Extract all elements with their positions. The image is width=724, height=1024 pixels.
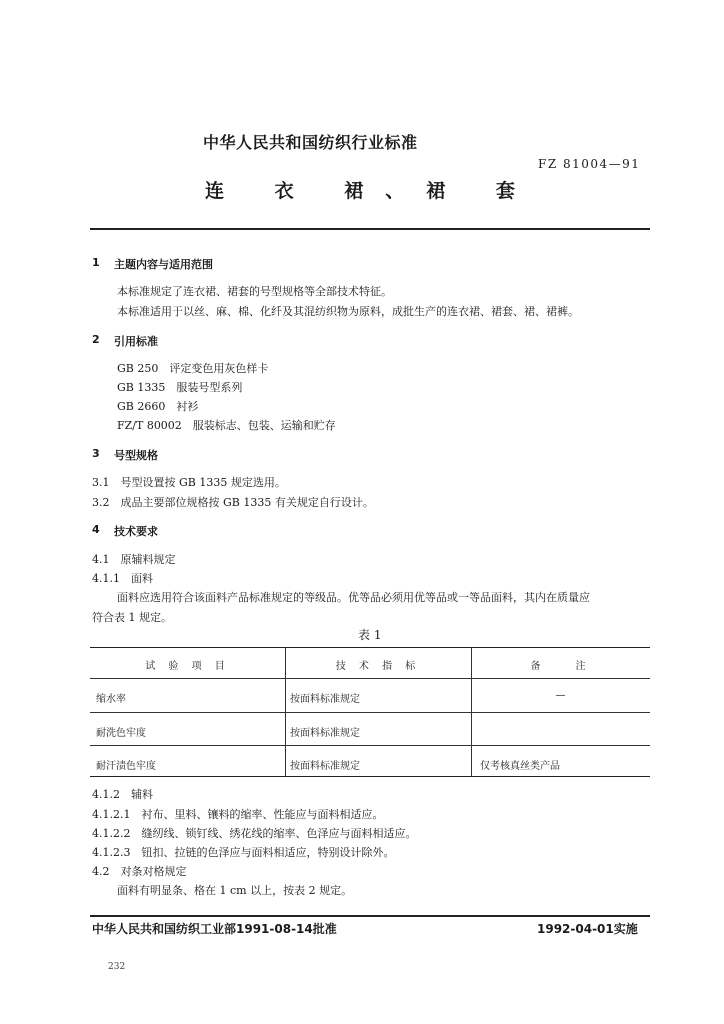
section-number: 2 [92, 333, 100, 346]
table-header-cell: 备 注 [530, 661, 591, 672]
footer-rule [90, 915, 650, 917]
section-title: 引用标准 [114, 335, 158, 348]
row-divider [90, 712, 650, 713]
implementation-date: 1992-04-01实施 [537, 922, 638, 936]
table-cell: 按面料标准规定 [290, 761, 360, 772]
reference-item: GB 2660 衬衫 [117, 400, 199, 413]
clause: 3.2 成品主要部位规格按 GB 1335 有关规定自行设计。 [92, 496, 374, 509]
table-header-cell: 技 术 指 标 [335, 661, 421, 672]
section-number: 4 [92, 523, 100, 536]
clause: 4.2 对条对格规定 [92, 865, 187, 878]
table-cell: 按面料标准规定 [290, 728, 360, 739]
standard-code: FZ 81004—91 [538, 157, 641, 171]
clause: 4.1.2.3 钮扣、拉链的色泽应与面料相适应，特别设计除外。 [92, 846, 395, 859]
clause: 4.1.1 面料 [92, 572, 153, 585]
clause: 4.1.2 辅料 [92, 788, 153, 801]
table-cell: 仅考核真丝类产品 [480, 761, 560, 772]
clause: 4.1.2.2 缝纫线、锁钉线、绣花线的缩率、色泽应与面料相适应。 [92, 827, 417, 840]
clause: 3.1 号型设置按 GB 1335 规定选用。 [92, 476, 286, 489]
section-title: 号型规格 [114, 449, 158, 462]
table-cell: 按面料标准规定 [290, 694, 360, 705]
section-number: 1 [92, 256, 100, 269]
reference-item: GB 1335 服装号型系列 [117, 381, 243, 394]
paragraph: 符合表 1 规定。 [92, 611, 172, 624]
approval-note: 中华人民共和国纺织工业部1991-08-14批准 [92, 922, 337, 936]
standard-header-title: 中华人民共和国纺织行业标准 [203, 133, 418, 152]
table-cell: — [555, 690, 566, 701]
clause: 4.1.2.1 衬布、里料、镶料的缩率、性能应与面料相适应。 [92, 808, 384, 821]
table-cell: 耐汗渍色牢度 [96, 761, 156, 772]
paragraph: 本标准适用于以丝、麻、棉、化纤及其混纺织物为原料，成批生产的连衣裙、裙套、裙、裙裤。 [117, 305, 579, 318]
row-divider [90, 678, 650, 679]
section-title: 技术要求 [114, 525, 158, 538]
reference-item: FZ/T 80002 服装标志、包装、运输和贮存 [117, 419, 336, 432]
page-number: 232 [108, 962, 126, 972]
table-caption: 表 1 [358, 628, 382, 642]
table-cell: 缩水率 [96, 694, 126, 705]
row-divider [90, 745, 650, 746]
table-1 [90, 647, 650, 777]
section-number: 3 [92, 447, 100, 460]
table-header-cell: 试 验 项 目 [145, 661, 230, 672]
paragraph: 本标准规定了连衣裙、裙套的号型规格等全部技术特征。 [117, 285, 392, 298]
clause: 4.1 原辅料规定 [92, 553, 176, 566]
reference-item: GB 250 评定变色用灰色样卡 [117, 362, 269, 375]
paragraph: 面料应选用符合该面料产品标准规定的等级品。优等品必须用优等品或一等品面料，其内在质量应 [117, 591, 590, 604]
table-cell: 耐洗色牢度 [96, 728, 146, 739]
section-title: 主题内容与适用范围 [114, 258, 213, 271]
document-title: 连 衣 裙、裙 套 [205, 180, 537, 202]
header-rule [90, 228, 650, 230]
paragraph: 面料有明显条、格在 1 cm 以上，按表 2 规定。 [117, 884, 353, 897]
